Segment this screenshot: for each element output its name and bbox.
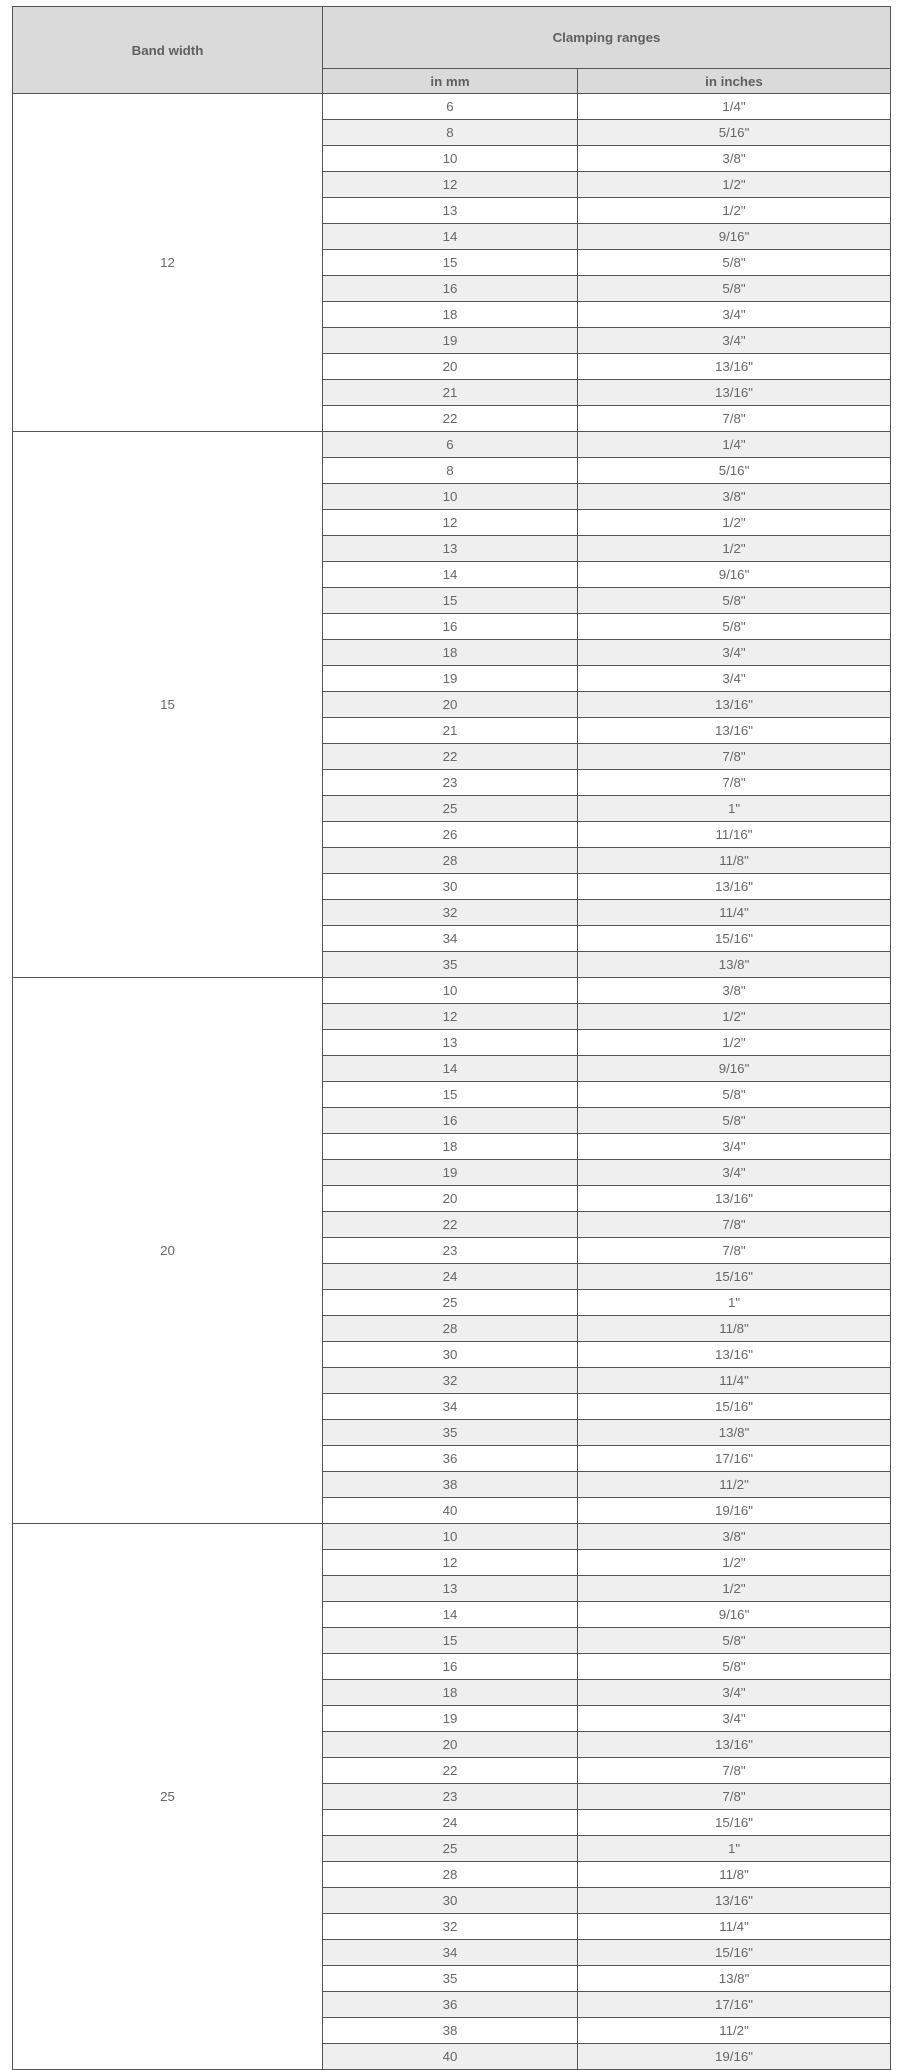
inches-cell: 1/2" — [578, 1004, 891, 1030]
inches-cell: 7/8" — [578, 1212, 891, 1238]
inches-cell: 5/8" — [578, 1082, 891, 1108]
mm-cell: 28 — [323, 848, 578, 874]
inches-cell: 1/4" — [578, 94, 891, 120]
inches-cell: 3/4" — [578, 1680, 891, 1706]
inches-cell: 3/4" — [578, 302, 891, 328]
band-width-header: Band width — [13, 7, 323, 94]
mm-cell: 13 — [323, 536, 578, 562]
mm-cell: 16 — [323, 1654, 578, 1680]
inches-cell: 13/16" — [578, 1342, 891, 1368]
mm-cell: 30 — [323, 1342, 578, 1368]
mm-cell: 16 — [323, 1108, 578, 1134]
clamping-ranges-table — [12, 6, 891, 2070]
mm-cell: 32 — [323, 900, 578, 926]
table-row — [13, 94, 891, 120]
inches-cell: 15/16" — [578, 1810, 891, 1836]
mm-cell: 40 — [323, 2044, 578, 2070]
mm-cell: 13 — [323, 1030, 578, 1056]
inches-cell: 7/8" — [578, 406, 891, 432]
mm-cell: 34 — [323, 1394, 578, 1420]
inches-cell: 1/2" — [578, 1550, 891, 1576]
inches-cell: 19/16" — [578, 2044, 891, 2070]
inches-cell: 13/16" — [578, 354, 891, 380]
table-row — [13, 432, 891, 458]
mm-cell: 34 — [323, 1940, 578, 1966]
inches-cell: 3/4" — [578, 640, 891, 666]
inches-cell: 5/16" — [578, 458, 891, 484]
inches-cell: 11/2" — [578, 1472, 891, 1498]
band-width-cell: 15 — [13, 432, 323, 978]
mm-cell: 18 — [323, 640, 578, 666]
mm-cell: 35 — [323, 952, 578, 978]
inches-cell: 5/8" — [578, 1654, 891, 1680]
inches-cell: 11/4" — [578, 1914, 891, 1940]
mm-cell: 22 — [323, 744, 578, 770]
mm-cell: 13 — [323, 1576, 578, 1602]
table-header — [13, 7, 891, 94]
mm-cell: 24 — [323, 1810, 578, 1836]
inches-cell: 15/16" — [578, 1394, 891, 1420]
inches-cell: 1/2" — [578, 1030, 891, 1056]
in-inches-header: in inches — [578, 69, 891, 94]
mm-cell: 18 — [323, 302, 578, 328]
mm-cell: 25 — [323, 1836, 578, 1862]
mm-cell: 20 — [323, 354, 578, 380]
inches-cell: 7/8" — [578, 1784, 891, 1810]
mm-cell: 22 — [323, 406, 578, 432]
inches-cell: 11/4" — [578, 1368, 891, 1394]
inches-cell: 1/2" — [578, 536, 891, 562]
inches-cell: 1" — [578, 796, 891, 822]
mm-cell: 12 — [323, 172, 578, 198]
table-body — [13, 94, 891, 2070]
inches-cell: 1/2" — [578, 172, 891, 198]
mm-cell: 36 — [323, 1992, 578, 2018]
mm-cell: 8 — [323, 120, 578, 146]
inches-cell: 5/8" — [578, 1628, 891, 1654]
table-row — [13, 1524, 891, 1550]
inches-cell: 1/2" — [578, 510, 891, 536]
inches-cell: 15/16" — [578, 1940, 891, 1966]
mm-cell: 24 — [323, 1264, 578, 1290]
mm-cell: 23 — [323, 1238, 578, 1264]
inches-cell: 17/16" — [578, 1992, 891, 2018]
mm-cell: 22 — [323, 1758, 578, 1784]
mm-cell: 19 — [323, 1160, 578, 1186]
inches-cell: 3/4" — [578, 1160, 891, 1186]
inches-cell: 5/8" — [578, 276, 891, 302]
in-mm-header: in mm — [323, 69, 578, 94]
mm-cell: 14 — [323, 562, 578, 588]
mm-cell: 15 — [323, 1628, 578, 1654]
mm-cell: 10 — [323, 484, 578, 510]
mm-cell: 30 — [323, 1888, 578, 1914]
inches-cell: 15/16" — [578, 1264, 891, 1290]
inches-cell: 3/8" — [578, 978, 891, 1004]
inches-cell: 17/16" — [578, 1446, 891, 1472]
mm-cell: 16 — [323, 614, 578, 640]
mm-cell: 15 — [323, 250, 578, 276]
mm-cell: 26 — [323, 822, 578, 848]
inches-cell: 3/4" — [578, 328, 891, 354]
mm-cell: 36 — [323, 1446, 578, 1472]
mm-cell: 15 — [323, 588, 578, 614]
inches-cell: 5/8" — [578, 1108, 891, 1134]
inches-cell: 1/4" — [578, 432, 891, 458]
inches-cell: 9/16" — [578, 1056, 891, 1082]
inches-cell: 1" — [578, 1836, 891, 1862]
mm-cell: 6 — [323, 94, 578, 120]
mm-cell: 23 — [323, 770, 578, 796]
inches-cell: 5/16" — [578, 120, 891, 146]
inches-cell: 1/2" — [578, 198, 891, 224]
inches-cell: 3/8" — [578, 146, 891, 172]
mm-cell: 40 — [323, 1498, 578, 1524]
inches-cell: 5/8" — [578, 588, 891, 614]
mm-cell: 34 — [323, 926, 578, 952]
clamping-ranges-header: Clamping ranges — [323, 7, 891, 69]
inches-cell: 13/16" — [578, 874, 891, 900]
band-width-cell: 25 — [13, 1524, 323, 2070]
inches-cell: 5/8" — [578, 250, 891, 276]
inches-cell: 7/8" — [578, 770, 891, 796]
mm-cell: 38 — [323, 1472, 578, 1498]
mm-cell: 21 — [323, 718, 578, 744]
mm-cell: 35 — [323, 1966, 578, 1992]
mm-cell: 8 — [323, 458, 578, 484]
inches-cell: 13/8" — [578, 1420, 891, 1446]
mm-cell: 25 — [323, 1290, 578, 1316]
inches-cell: 13/16" — [578, 380, 891, 406]
mm-cell: 20 — [323, 1732, 578, 1758]
inches-cell: 19/16" — [578, 1498, 891, 1524]
band-width-cell: 12 — [13, 94, 323, 432]
inches-cell: 13/16" — [578, 718, 891, 744]
inches-cell: 11/8" — [578, 1862, 891, 1888]
mm-cell: 30 — [323, 874, 578, 900]
mm-cell: 21 — [323, 380, 578, 406]
mm-cell: 13 — [323, 198, 578, 224]
mm-cell: 12 — [323, 1550, 578, 1576]
mm-cell: 10 — [323, 978, 578, 1004]
inches-cell: 3/8" — [578, 484, 891, 510]
mm-cell: 35 — [323, 1420, 578, 1446]
mm-cell: 20 — [323, 1186, 578, 1212]
mm-cell: 14 — [323, 1602, 578, 1628]
inches-cell: 13/8" — [578, 952, 891, 978]
inches-cell: 3/4" — [578, 666, 891, 692]
mm-cell: 19 — [323, 328, 578, 354]
mm-cell: 15 — [323, 1082, 578, 1108]
mm-cell: 18 — [323, 1680, 578, 1706]
inches-cell: 7/8" — [578, 744, 891, 770]
table-row — [13, 978, 891, 1004]
mm-cell: 16 — [323, 276, 578, 302]
inches-cell: 13/16" — [578, 692, 891, 718]
mm-cell: 23 — [323, 1784, 578, 1810]
inches-cell: 5/8" — [578, 614, 891, 640]
inches-cell: 13/16" — [578, 1732, 891, 1758]
mm-cell: 22 — [323, 1212, 578, 1238]
inches-cell: 3/4" — [578, 1706, 891, 1732]
mm-cell: 18 — [323, 1134, 578, 1160]
mm-cell: 19 — [323, 666, 578, 692]
inches-cell: 15/16" — [578, 926, 891, 952]
mm-cell: 38 — [323, 2018, 578, 2044]
mm-cell: 10 — [323, 1524, 578, 1550]
mm-cell: 32 — [323, 1368, 578, 1394]
mm-cell: 14 — [323, 1056, 578, 1082]
inches-cell: 9/16" — [578, 1602, 891, 1628]
mm-cell: 20 — [323, 692, 578, 718]
inches-cell: 13/16" — [578, 1888, 891, 1914]
inches-cell: 13/8" — [578, 1966, 891, 1992]
mm-cell: 19 — [323, 1706, 578, 1732]
inches-cell: 9/16" — [578, 224, 891, 250]
inches-cell: 3/8" — [578, 1524, 891, 1550]
inches-cell: 7/8" — [578, 1238, 891, 1264]
inches-cell: 3/4" — [578, 1134, 891, 1160]
mm-cell: 28 — [323, 1316, 578, 1342]
mm-cell: 6 — [323, 432, 578, 458]
mm-cell: 12 — [323, 510, 578, 536]
mm-cell: 10 — [323, 146, 578, 172]
mm-cell: 12 — [323, 1004, 578, 1030]
inches-cell: 9/16" — [578, 562, 891, 588]
inches-cell: 1/2" — [578, 1576, 891, 1602]
inches-cell: 11/4" — [578, 900, 891, 926]
inches-cell: 13/16" — [578, 1186, 891, 1212]
inches-cell: 1" — [578, 1290, 891, 1316]
mm-cell: 25 — [323, 796, 578, 822]
mm-cell: 14 — [323, 224, 578, 250]
inches-cell: 11/2" — [578, 2018, 891, 2044]
band-width-cell: 20 — [13, 978, 323, 1524]
inches-cell: 11/8" — [578, 848, 891, 874]
inches-cell: 7/8" — [578, 1758, 891, 1784]
inches-cell: 11/16" — [578, 822, 891, 848]
inches-cell: 11/8" — [578, 1316, 891, 1342]
mm-cell: 32 — [323, 1914, 578, 1940]
mm-cell: 28 — [323, 1862, 578, 1888]
table-wrapper — [12, 6, 891, 2070]
